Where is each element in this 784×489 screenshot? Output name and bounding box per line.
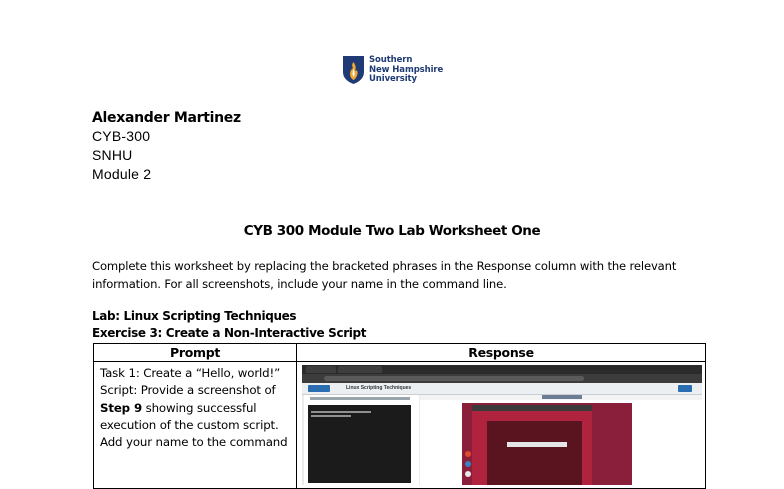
module-label: Module 2 [92, 166, 152, 182]
exercise-heading: Exercise 3: Create a Non-Interactive Script [92, 326, 367, 340]
author-name: Alexander Martinez [92, 110, 241, 126]
logo-line-university: University [369, 74, 417, 84]
lab-heading: Lab: Linux Scripting Techniques [92, 309, 297, 323]
logo-line-new-hampshire: New Hampshire [369, 64, 444, 75]
lab-menu-button [308, 385, 330, 392]
logo-wordmark [369, 56, 443, 85]
prompt-line: Script: Provide a screenshot of [100, 383, 276, 398]
prompt-line: Add your name to the command [100, 435, 288, 450]
response-cell [297, 362, 706, 489]
prompt-line [100, 400, 290, 417]
prompt-step-label: Step 9 [100, 400, 142, 415]
shield-logo-icon [342, 55, 365, 85]
prompt-line-rest: showing successful [142, 400, 257, 415]
vm-dialog [487, 421, 582, 485]
password-bar [507, 442, 567, 447]
vm-window-titlebar [472, 405, 592, 411]
app-icon [465, 451, 471, 457]
prompt-cell [94, 362, 297, 489]
table-row [94, 362, 706, 489]
course-code: CYB-300 [92, 128, 151, 144]
terminal-line [311, 415, 351, 417]
vm-name-label [542, 395, 582, 399]
response-column-header: Response [297, 344, 706, 362]
logo-line-southern: Southern [369, 55, 413, 65]
prompt-line: Task 1: Create a “Hello, world!” [100, 366, 281, 380]
terminal-line [311, 411, 371, 413]
document-title: CYB 300 Module Two Lab Worksheet One [243, 223, 541, 239]
worksheet-table [93, 343, 706, 489]
browser-tab [338, 366, 382, 373]
prompt-column-header: Prompt [94, 344, 297, 362]
prompt-line: execution of the custom script. [100, 417, 279, 432]
instructions-text [310, 397, 410, 400]
lab-title: Linux Scripting Techniques [346, 385, 412, 391]
app-icon [465, 471, 471, 477]
table-header-row [94, 344, 706, 362]
url-field [324, 376, 584, 381]
response-screenshot [302, 365, 702, 485]
end-lab-button [678, 385, 692, 392]
app-icon [465, 461, 471, 467]
instructions-paragraph: Complete this worksheet by replacing the bracketed phrases in the Response column with the relevant information. For all screenshots, include your name in the command line. [92, 259, 677, 291]
browser-tab [306, 366, 336, 373]
school-name: SNHU [92, 147, 133, 163]
university-logo [342, 55, 452, 87]
